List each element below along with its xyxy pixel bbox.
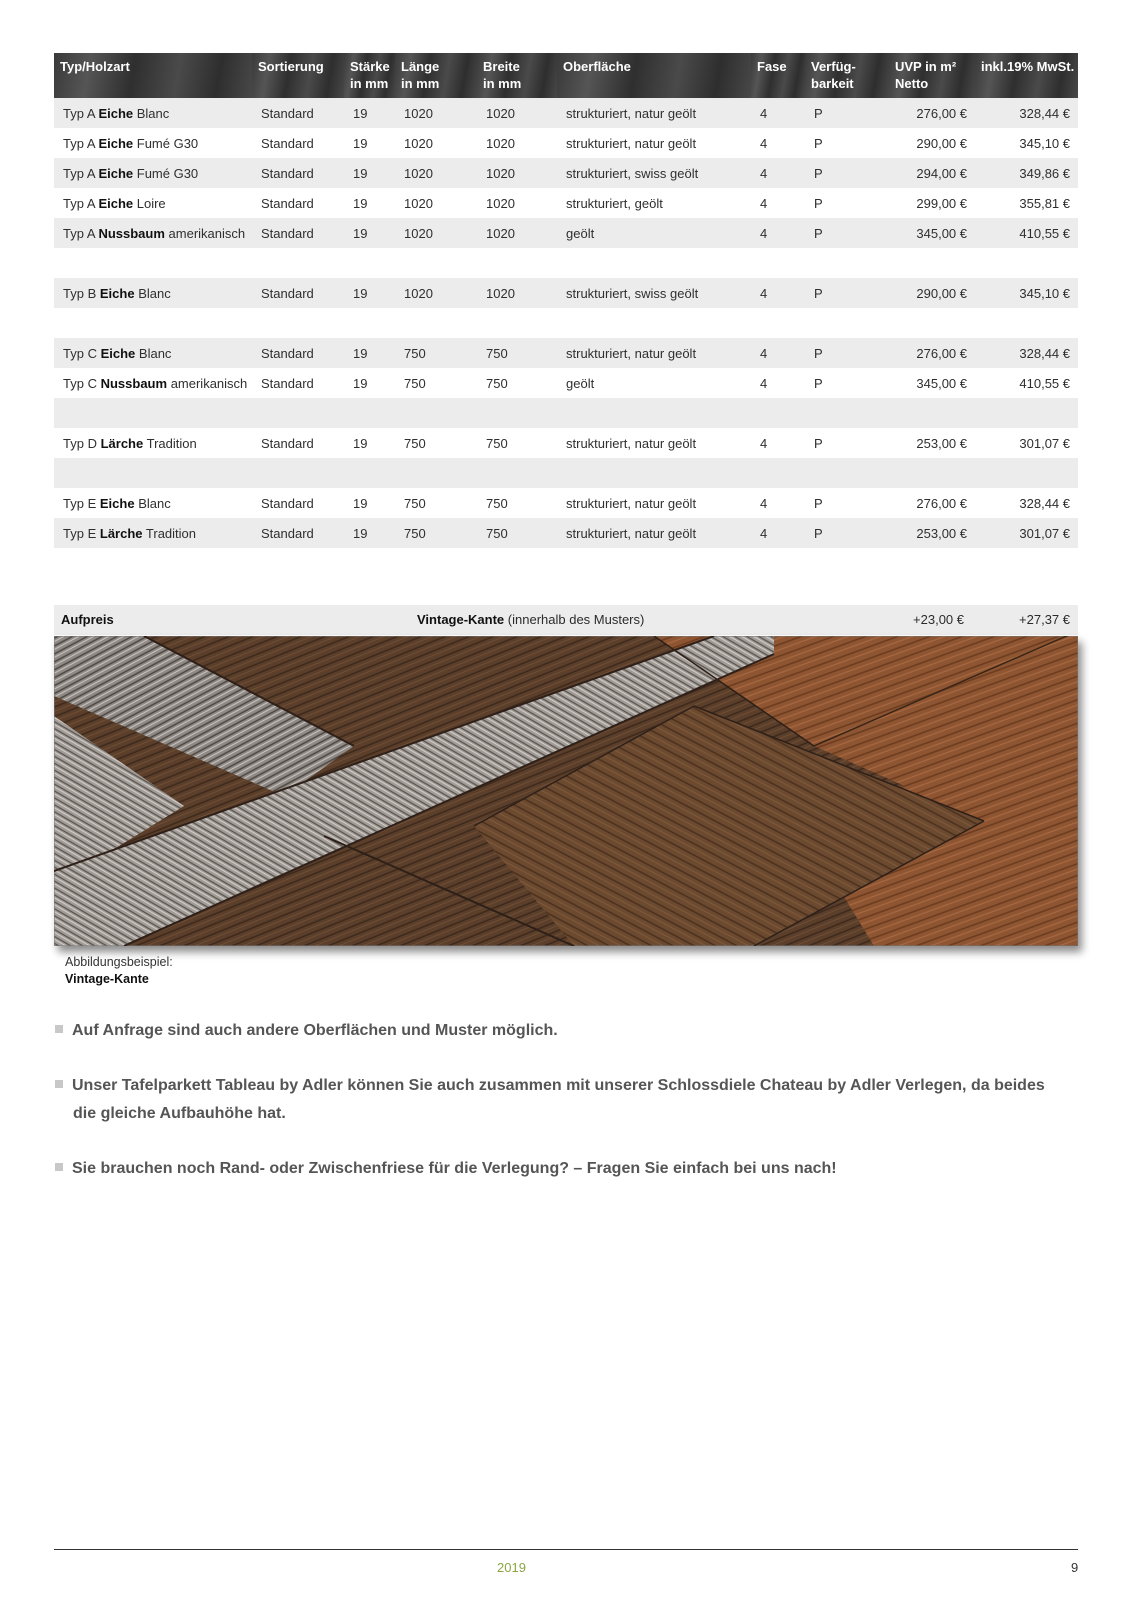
cell-verfuegbarkeit: P — [805, 158, 889, 188]
cell-uvp-netto: 276,00 € — [889, 98, 975, 128]
cell-oberflaeche: strukturiert, natur geölt — [557, 98, 751, 128]
table-row — [54, 158, 1078, 188]
cell-sortierung: Standard — [252, 158, 344, 188]
cell-fase: 4 — [760, 495, 768, 511]
cell-fase: 4 — [760, 195, 768, 211]
wood-species: Eiche — [99, 285, 135, 301]
surcharge-bar — [54, 605, 1078, 635]
cell-verfuegbarkeit: P — [805, 218, 889, 248]
caption-line-2: Vintage-Kante — [65, 972, 149, 986]
cell-typ-holzart — [54, 188, 252, 218]
bullet-square-icon — [55, 1163, 63, 1171]
cell-sortierung: Standard — [261, 375, 314, 391]
cell-inkl-mwst: 410,55 € — [975, 218, 1078, 248]
cell-sortierung: Standard — [252, 518, 344, 548]
product-type: Typ A — [63, 195, 95, 211]
cell-fase: 4 — [751, 518, 805, 548]
cell-typ-holzart — [54, 218, 252, 248]
price-table — [54, 53, 1078, 548]
cell-verfuegbarkeit: P — [814, 375, 823, 391]
cell-breite: 1020 — [486, 135, 515, 151]
product-type: Typ B — [63, 285, 97, 301]
wood-species: Eiche — [100, 345, 136, 361]
cell-typ-holzart — [54, 98, 252, 128]
table-spacer-row — [54, 458, 1078, 488]
table-spacer-row — [54, 398, 1078, 428]
cell-laenge: 1020 — [395, 278, 477, 308]
wood-species: Eiche — [98, 195, 134, 211]
cell-staerke: 19 — [353, 135, 368, 151]
product-type: Typ A — [63, 225, 95, 241]
cell-staerke: 19 — [353, 435, 368, 451]
product-type: Typ E — [63, 495, 97, 511]
note-3 — [55, 1155, 837, 1183]
cell-laenge: 750 — [404, 435, 426, 451]
cell-breite: 1020 — [477, 98, 557, 128]
cell-verfuegbarkeit: P — [805, 338, 889, 368]
table-row — [54, 338, 1078, 368]
cell-uvp-netto: 294,00 € — [889, 158, 975, 188]
table-row — [54, 488, 1078, 518]
cell-breite: 1020 — [486, 195, 515, 211]
cell-staerke: 19 — [353, 195, 368, 211]
bullet-square-icon — [55, 1080, 63, 1088]
cell-inkl-mwst: 328,44 € — [1019, 495, 1070, 511]
cell-typ-holzart — [54, 128, 252, 158]
table-spacer-row — [54, 308, 1078, 338]
wood-species: Lärche — [99, 525, 143, 541]
header-sortierung: Sortierung — [252, 53, 344, 98]
cell-typ-holzart — [54, 428, 252, 458]
finish-name: Tradition — [145, 525, 197, 541]
cell-uvp-netto: 290,00 € — [889, 278, 975, 308]
finish-name: Tradition — [146, 435, 197, 451]
cell-sortierung: Standard — [261, 135, 314, 151]
cell-uvp-netto: 345,00 € — [916, 375, 967, 391]
surcharge-item-note: (innerhalb des Musters) — [504, 612, 645, 627]
cell-uvp-netto: 345,00 € — [889, 218, 975, 248]
cell-typ-holzart — [54, 278, 252, 308]
cell-staerke: 19 — [344, 98, 395, 128]
note-2 — [55, 1072, 1045, 1128]
cell-inkl-mwst: 345,10 € — [975, 278, 1078, 308]
cell-breite: 750 — [486, 495, 508, 511]
page-number: 9 — [1071, 1560, 1079, 1575]
header-inkl-mwst: inkl.19% MwSt. — [975, 53, 1078, 98]
cell-typ-holzart — [54, 488, 252, 518]
table-row — [54, 278, 1078, 308]
cell-verfuegbarkeit: P — [805, 518, 889, 548]
note-3-text: Sie brauchen noch Rand- oder Zwischenfriese für die Verlegung? – Fragen Sie einfach bei uns nach! — [72, 1160, 837, 1177]
cell-sortierung: Standard — [252, 98, 344, 128]
header-breite: Breite in mm — [477, 53, 557, 98]
product-type: Typ A — [63, 135, 95, 151]
cell-oberflaeche: strukturiert, natur geölt — [566, 495, 697, 511]
cell-uvp-netto: 253,00 € — [916, 435, 967, 451]
table-body — [54, 98, 1078, 548]
product-type: Typ A — [63, 105, 95, 121]
cell-staerke: 19 — [353, 495, 368, 511]
header-staerke: Stärke in mm — [344, 53, 395, 98]
product-type: Typ D — [63, 435, 97, 451]
spacer-cell — [54, 458, 1078, 488]
table-row — [54, 368, 1078, 398]
cell-uvp-netto: 253,00 € — [889, 518, 975, 548]
cell-breite: 750 — [486, 375, 508, 391]
cell-oberflaeche: geölt — [557, 218, 751, 248]
cell-breite: 750 — [477, 518, 557, 548]
product-type: Typ A — [63, 165, 95, 181]
table-row — [54, 98, 1078, 128]
note-1 — [55, 1017, 558, 1045]
cell-oberflaeche: geölt — [566, 375, 595, 391]
cell-sortierung: Standard — [252, 218, 344, 248]
finish-name: amerikanisch — [170, 375, 248, 391]
header-uvp: UVP in m² Netto — [889, 53, 975, 98]
surcharge-label: Aufpreis — [61, 612, 114, 627]
finish-name: Blanc — [138, 285, 171, 301]
cell-laenge: 1020 — [395, 158, 477, 188]
cell-laenge: 1020 — [395, 98, 477, 128]
wood-species: Nussbaum — [98, 225, 165, 241]
parquet-photo-image — [54, 636, 1078, 946]
cell-oberflaeche: strukturiert, natur geölt — [557, 518, 751, 548]
table-row — [54, 188, 1078, 218]
cell-oberflaeche: strukturiert, natur geölt — [566, 435, 697, 451]
surcharge-gross-price: +27,37 € — [1019, 612, 1070, 627]
header-verfuegbarkeit: Verfüg- barkeit — [805, 53, 889, 98]
product-type: Typ C — [63, 345, 97, 361]
note-2-text-line-2: die gleiche Aufbauhöhe hat. — [73, 1105, 286, 1122]
cell-inkl-mwst: 355,81 € — [1019, 195, 1070, 211]
caption-line-1: Abbildungsbeispiel: — [65, 955, 173, 969]
cell-oberflaeche: strukturiert, natur geölt — [566, 135, 697, 151]
cell-uvp-netto: 276,00 € — [889, 338, 975, 368]
cell-inkl-mwst: 410,55 € — [1019, 375, 1070, 391]
wood-species: Eiche — [98, 135, 134, 151]
wood-species: Eiche — [98, 105, 134, 121]
cell-fase: 4 — [760, 135, 768, 151]
cell-inkl-mwst: 328,44 € — [975, 338, 1078, 368]
cell-inkl-mwst: 301,07 € — [975, 518, 1078, 548]
product-type: Typ C — [63, 375, 97, 391]
cell-uvp-netto: 290,00 € — [916, 135, 967, 151]
header-typ: Typ/Holzart — [54, 53, 252, 98]
cell-staerke: 19 — [344, 278, 395, 308]
cell-staerke: 19 — [344, 338, 395, 368]
table-spacer-row — [54, 248, 1078, 278]
cell-oberflaeche: strukturiert, geölt — [566, 195, 663, 211]
wood-species: Lärche — [100, 435, 144, 451]
cell-laenge: 750 — [404, 495, 426, 511]
cell-fase: 4 — [751, 158, 805, 188]
cell-staerke: 19 — [344, 518, 395, 548]
cell-laenge: 750 — [395, 518, 477, 548]
cell-sortierung: Standard — [252, 338, 344, 368]
footer-year: 2019 — [497, 1560, 526, 1575]
cell-inkl-mwst: 349,86 € — [975, 158, 1078, 188]
cell-typ-holzart — [54, 368, 252, 398]
cell-laenge: 1020 — [404, 135, 433, 151]
cell-sortierung: Standard — [261, 495, 314, 511]
spacer-cell — [54, 308, 1078, 338]
header-laenge: Länge in mm — [395, 53, 477, 98]
finish-name: amerikanisch — [168, 225, 246, 241]
cell-sortierung: Standard — [261, 435, 314, 451]
header-fase: Fase — [751, 53, 805, 98]
header-oberflaeche: Oberfläche — [557, 53, 751, 98]
cell-staerke: 19 — [353, 375, 368, 391]
wood-species: Eiche — [99, 495, 135, 511]
footer-divider — [54, 1549, 1078, 1550]
cell-breite: 1020 — [477, 218, 557, 248]
table-row — [54, 428, 1078, 458]
cell-oberflaeche: strukturiert, natur geölt — [557, 338, 751, 368]
wood-species: Eiche — [98, 165, 134, 181]
cell-uvp-netto: 299,00 € — [916, 195, 967, 211]
cell-verfuegbarkeit: P — [805, 278, 889, 308]
parquet-photo — [54, 636, 1078, 946]
table-header-row — [54, 53, 1078, 98]
cell-breite: 1020 — [477, 278, 557, 308]
cell-fase: 4 — [751, 278, 805, 308]
cell-laenge: 750 — [404, 375, 426, 391]
cell-fase: 4 — [751, 218, 805, 248]
table-row — [54, 128, 1078, 158]
cell-inkl-mwst: 301,07 € — [1019, 435, 1070, 451]
cell-laenge: 1020 — [404, 195, 433, 211]
finish-name: Blanc — [138, 495, 171, 511]
cell-breite: 750 — [486, 435, 508, 451]
finish-name: Blanc — [136, 105, 170, 121]
cell-fase: 4 — [751, 338, 805, 368]
finish-name: Fumé G30 — [136, 135, 199, 151]
finish-name: Blanc — [138, 345, 172, 361]
cell-sortierung: Standard — [261, 195, 314, 211]
cell-laenge: 1020 — [395, 218, 477, 248]
photo-caption — [65, 954, 173, 988]
product-type: Typ E — [63, 525, 97, 541]
bullet-square-icon — [55, 1025, 63, 1033]
cell-verfuegbarkeit: P — [805, 98, 889, 128]
cell-typ-holzart — [54, 158, 252, 188]
cell-staerke: 19 — [344, 158, 395, 188]
cell-uvp-netto: 276,00 € — [916, 495, 967, 511]
cell-breite: 1020 — [477, 158, 557, 188]
surcharge-item — [417, 612, 644, 627]
cell-laenge: 750 — [395, 338, 477, 368]
cell-verfuegbarkeit: P — [814, 495, 823, 511]
finish-name: Fumé G30 — [136, 165, 199, 181]
surcharge-net-price: +23,00 € — [913, 612, 964, 627]
cell-sortierung: Standard — [252, 278, 344, 308]
wood-species: Nussbaum — [100, 375, 168, 391]
finish-name: Loire — [136, 195, 166, 211]
cell-verfuegbarkeit: P — [814, 135, 823, 151]
cell-fase: 4 — [751, 98, 805, 128]
cell-staerke: 19 — [344, 218, 395, 248]
spacer-cell — [54, 248, 1078, 278]
cell-typ-holzart — [54, 338, 252, 368]
cell-fase: 4 — [760, 375, 768, 391]
spacer-cell — [54, 398, 1078, 428]
surcharge-item-name: Vintage-Kante — [417, 612, 505, 627]
cell-verfuegbarkeit: P — [814, 195, 823, 211]
cell-inkl-mwst: 345,10 € — [1019, 135, 1070, 151]
cell-fase: 4 — [760, 435, 768, 451]
cell-typ-holzart — [54, 518, 252, 548]
cell-verfuegbarkeit: P — [814, 435, 823, 451]
note-2-text-line-1: Unser Tafelparkett Tableau by Adler können Sie auch zusammen mit unserer Schlossdiele Chateau by Adler Verlegen, da beides — [72, 1077, 1045, 1094]
cell-inkl-mwst: 328,44 € — [975, 98, 1078, 128]
note-1-text: Auf Anfrage sind auch andere Oberflächen und Muster möglich. — [72, 1022, 558, 1039]
cell-oberflaeche: strukturiert, swiss geölt — [557, 278, 751, 308]
cell-breite: 750 — [477, 338, 557, 368]
table-row — [54, 218, 1078, 248]
table-row — [54, 518, 1078, 548]
cell-oberflaeche: strukturiert, swiss geölt — [557, 158, 751, 188]
